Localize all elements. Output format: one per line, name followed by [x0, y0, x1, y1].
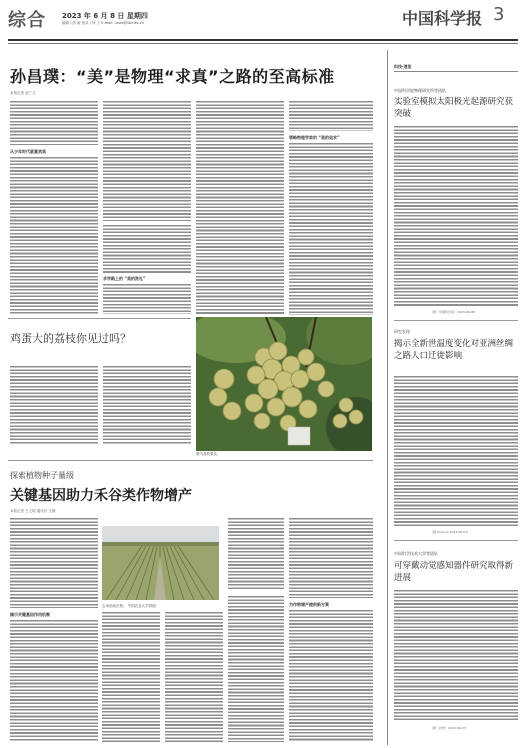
lychee-illustration — [196, 317, 372, 451]
rice-photo-caption: 玉米田间长势。 中国农业大学供图 — [102, 604, 156, 608]
lead-body-col1 — [10, 101, 98, 145]
sidebar-item-3-kicker: 中国科学技术大学等团队 — [394, 551, 438, 556]
newspaper-name: 中国科学报 — [402, 9, 483, 28]
lead-body-col1b — [10, 157, 98, 315]
lead-body-col4 — [289, 101, 373, 131]
lychee-body-col1 — [10, 366, 98, 444]
sidebar-item-2-title: 揭示全新世温度变化对亚洲丝绸之路人口迁徙影响 — [394, 339, 514, 361]
rice-kicker: 探索植物种子量级 — [10, 471, 74, 480]
sidebar-item-1-credit: （据《中国科学报》2023-06-08） — [430, 310, 478, 314]
sidebar-item-2-kicker: 研究发现 — [394, 329, 410, 334]
lychee-headline: 鸡蛋大的荔枝你见过吗？ — [10, 332, 131, 345]
lead-body-col2 — [103, 101, 191, 221]
story-separator — [8, 318, 191, 319]
sidebar-label-rule — [394, 71, 518, 72]
rice-body-col5 — [289, 518, 373, 598]
lead-body-col2b — [103, 225, 191, 273]
rice-body-col2 — [102, 612, 160, 742]
sidebar-divider — [394, 320, 518, 321]
lead-headline: 孙昌璞：“美”是物理“求真”之路的至高标准 — [10, 67, 335, 86]
lychee-caption: 图为荔枝果实。 — [196, 452, 221, 456]
rice-subhead-1: 揭示关键基因作用机制 — [10, 612, 50, 617]
sidebar-item-1-title: 实验室模拟太阳极光起源研究获突破 — [394, 97, 514, 119]
sidebar-item-3-body — [394, 590, 518, 720]
rice-field-photo — [102, 526, 219, 600]
issue-date: 2023 年 6 月 8 日 星期四 — [62, 12, 148, 20]
lead-subhead-2: 求学路上的 “美的洗礼” — [103, 276, 146, 281]
column-rule — [387, 50, 388, 745]
rice-body-col4 — [228, 518, 284, 590]
lead-subhead-1: 从少年时代就喜欢美 — [10, 149, 46, 154]
masthead-rule-thin — [8, 43, 518, 44]
lychee-photo — [196, 317, 372, 451]
section-name: 综合 — [8, 10, 46, 31]
story-separator-2 — [8, 460, 373, 461]
sidebar-item-2-body — [394, 376, 518, 526]
editor-info: 编辑 / 彭 丽 校对 / 何 工 E-mail: news@stimes.cn — [62, 21, 144, 25]
rice-body-col3 — [165, 612, 223, 742]
lead-body-col2c — [103, 284, 191, 314]
lead-body-col4b — [289, 143, 373, 315]
rice-body-col1 — [10, 518, 98, 608]
lead-body-col3 — [196, 101, 284, 315]
rice-subhead-2: 为作物增产提供新方案 — [289, 602, 329, 607]
rice-body-col1b — [10, 620, 98, 742]
sidebar-item-3-credit: （据《自然》2023-06-07） — [430, 726, 469, 730]
lead-subhead-3: 领略物理学家的 “美的追求” — [289, 135, 340, 140]
field-illustration — [102, 526, 219, 600]
lychee-body-col2 — [103, 366, 191, 444]
sidebar-divider-2 — [394, 540, 518, 541]
rice-headline: 关键基因助力禾谷类作物增产 — [10, 488, 192, 504]
sidebar-item-1-kicker: 中国科学院物理研究所等团队 — [394, 88, 446, 93]
rice-body-col4b — [228, 596, 284, 742]
rice-body-col5b — [289, 610, 373, 742]
sidebar-item-3-title: 可穿戴动觉感知器件研究取得新进展 — [394, 561, 514, 583]
rice-byline: 本报记者 王之明 通讯员 王静 — [10, 509, 56, 513]
lead-byline: 本报记者 赵广立 — [10, 91, 36, 95]
page-number: 3 — [493, 4, 505, 25]
masthead-rule — [8, 39, 518, 41]
sidebar-item-1-body — [394, 126, 518, 306]
sidebar-item-2-credit: （据 Science 2023-06-07） — [430, 530, 470, 534]
sidebar-column-label: 科技·速览 — [394, 64, 412, 69]
